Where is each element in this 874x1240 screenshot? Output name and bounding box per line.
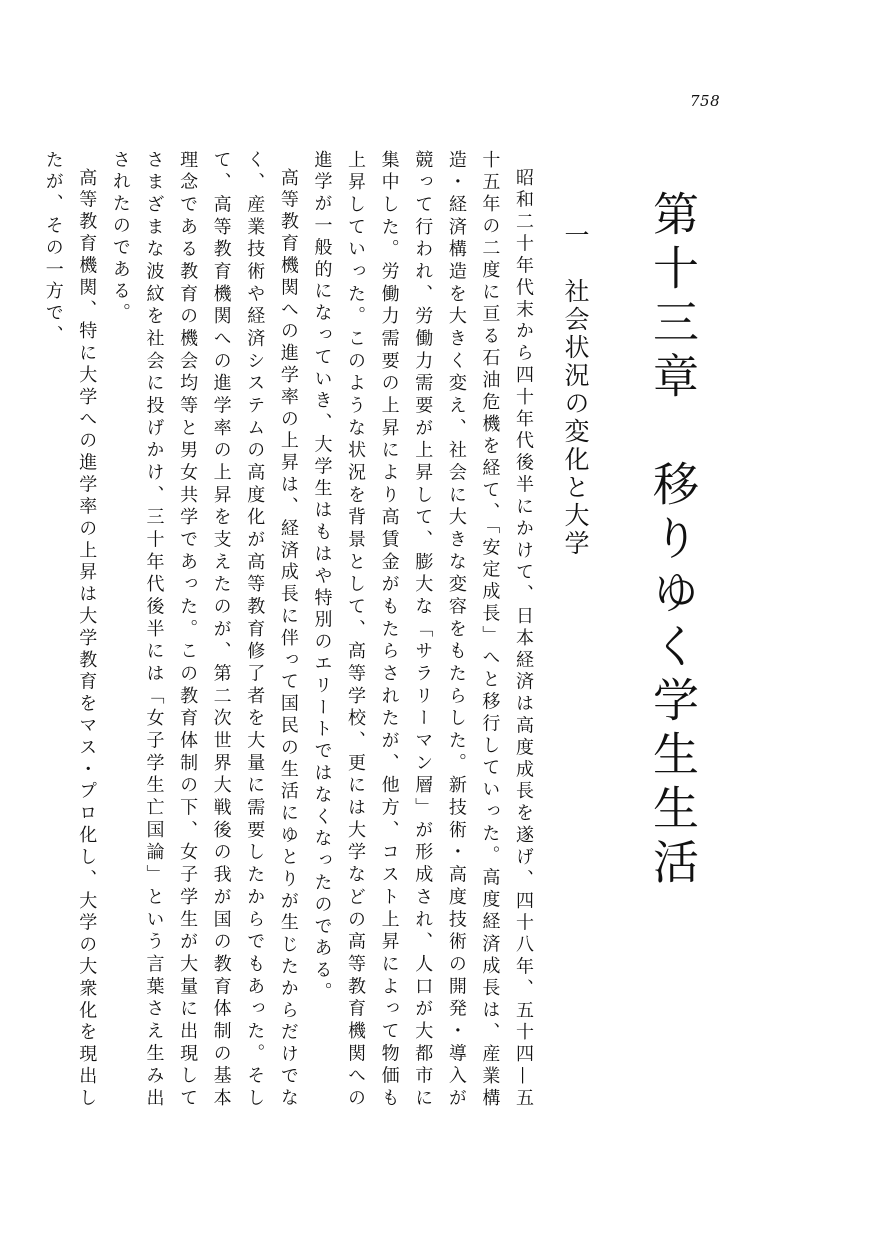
paragraph-2: 高等教育機関への進学率の上昇は、経済成長に伴って国民の生活にゆとりが生じたからだけでなく、産業技術や経済システムの高度化が高等教育修了者を大量に需要したからでもあった。そして、高等教育機関への進学率の上昇を支えたのが、第二次世界大戦後の我が国の教育体制の基本理念である教育の機会均等と男女共学であった。この教育体制の下、女子学生が大量に出現してさまざまな波紋を社会に投げかけ、三十年代後半には「女子学生亡国論」という言葉さえ生み出されたのである。 bbox=[109, 150, 299, 1110]
body-text bbox=[42, 150, 540, 1110]
paragraph-3: 高等教育機関、特に大学への進学率の上昇は大学教育をマス・プロ化し、大学の大衆化を現出したが、その一方で、 bbox=[42, 150, 98, 1110]
page-number: 758 bbox=[690, 92, 721, 110]
paragraph-1: 昭和二十年代末から四十年代後半にかけて、日本経済は高度成長を遂げ、四十八年、五十四—五十五年の二度に亘る石油危機を経て、「安定成長」へと移行していった。高度経済成長は、産業構造・経済構造を大きく変え、社会に大きな変容をもたらした。新技術・高度技術の開発・導入が競って行われ、労働力需要が上昇して、膨大な「サラリーマン層」が形成され、人口が大都市に集中した。労働力需要の上昇により高賃金がもたらされたが、他方、コスト上昇によって物価も上昇していった。このような状況を背景として、高等学校、更には大学などの高等教育機関への進学が一般的になっていき、大学生はもはや特別のエリートではなくなったのである。 bbox=[311, 150, 534, 1110]
chapter-title: 第十三章 移りゆく学生生活 bbox=[646, 190, 700, 892]
section-title: 一 社会状況の変化と大学 bbox=[561, 222, 590, 558]
